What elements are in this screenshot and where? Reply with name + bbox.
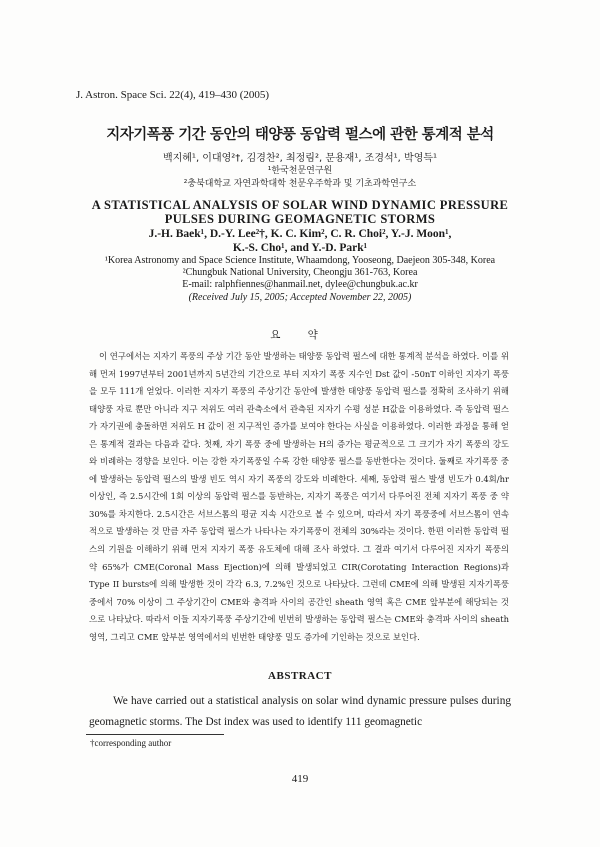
english-title-line-2: PULSES DURING GEOMAGNETIC STORMS — [164, 212, 436, 226]
abstract-paragraph: We have carried out a statistical analysis on solar wind dynamic pressure pulses during geomagnetic storms. The Dst index was used to identify 111 geomagnetic — [89, 695, 511, 728]
footnote-rule — [86, 734, 224, 735]
abstract-heading: ABSTRACT — [268, 670, 332, 682]
page-number: 419 — [291, 773, 309, 785]
korean-abstract-body — [89, 348, 509, 646]
english-affiliation-2: ²Chungbuk National University, Cheongju 361-763, Korea — [182, 267, 418, 278]
korean-authors: 백지혜¹, 이대영²†, 김경찬², 최정림², 문용재¹, 조경석¹, 박영득¹ — [162, 153, 438, 164]
korean-affiliation-1: ¹한국천문연구원 — [267, 166, 333, 176]
korean-affiliation-2: ²충북대학교 자연과학대학 천문우주학과 및 기초과학연구소 — [183, 179, 417, 189]
abstract-body — [89, 691, 511, 733]
english-authors-line-1: J.-H. Baek¹, D.-Y. Lee²†, K. C. Kim², C. R. Choi², Y.-J. Moon¹, — [148, 228, 452, 240]
journal-citation: J. Astron. Space Sci. 22(4), 419–430 (2005) — [76, 89, 270, 101]
korean-title: 지자기폭풍 기간 동안의 태양풍 동압력 펄스에 관한 통계적 분석 — [106, 127, 494, 143]
english-affiliation-1: ¹Korea Astronomy and Space Science Institute, Whaamdong, Yooseong, Daejeon 305-348, Korea — [104, 255, 496, 266]
footnote: †corresponding author — [90, 738, 172, 748]
korean-abstract-heading: 요 약 — [270, 329, 330, 341]
english-title-line-1: A STATISTICAL ANALYSIS OF SOLAR WIND DYNAMIC PRESSURE — [91, 198, 509, 212]
english-authors-line-2: K.-S. Cho¹, and Y.-D. Park¹ — [232, 242, 368, 254]
received-dates: (Received July 15, 2005; Accepted November 22, 2005) — [188, 292, 412, 303]
korean-abstract-paragraph: 이 연구에서는 지자기 폭풍의 주상 기간 동안 발생하는 태양풍 동압력 펄스에 대한 통계적 분석을 하였다. 이를 위해 먼저 1997년부터 2001년까지 5년간의 기간으로 부터 지자기 폭풍 지수인 Dst 값이 -50nT 이하인 지자기 폭풍을 모두 111개 얻었다. 이러한 지자기 폭풍의 주상기간 동안에 발생한 태양풍 동압력 펄스를 정확히 조사하기 위해 태양풍 자료 뿐만 아니라 지구 저위도 여러 관측소에서 관측된 지자기 수평 성분 H값을 이용하였다. 즉 동압력 펄스가 자기권에 충돌하면 저위도 H 값이 전 지구적인 증가를 보여야 한다는 사실을 이용하였다. 이러한 과정을 통해 얻은 통계적 결과는 다음과 같다. 첫째, 자기 폭풍 중에 발생하는 H의 증가는 평균적으로 그 크기가 자기 폭풍의 강도와 비례하는 경향을 보인다. 이는 강한 자기폭풍일 수록 강한 태양풍 펄스를 동반한다는 것이다. 둘째로 자기폭풍 중에 발생하는 동압력 펄스의 발생 빈도 역시 자기 폭풍의 강도와 비례한다. 세째, 동압력 펄스 발생 빈도가 0.4회/hr 이상인, 즉 2.5시간에 1회 이상의 동압력 펄스를 동반하는, 지자기 폭풍은 여기서 다루어진 전체 지자기 폭풍 중 약 30%를 차지한다. 2.5시간은 서브스톰의 평균 지속 시간으로 볼 수 있으며, 따라서 자기 폭풍중에 서브스톰이 연속적으로 발생하는 것 만큼 자주 동압력 펄스가 나타나는 자기폭풍이 전체의 30%라는 것이다. 한편 이러한 동압력 펄스의 기원을 이해하기 위해 먼저 지자기 폭풍 유도체에 대해 조사 하였다. 그 결과 여기서 다루어진 지자기 폭풍의 약 65%가 CME(Coronal Mass Ejection)에 의해 발생되었고 CIR(Corotating Interaction Regions)과 Type II bursts에 의해 발생한 것이 각각 6.3, 7.2%인 것으로 나타났다. 그런데 CME에 의해 발생된 지자기폭풍 중에서 70% 이상이 그 주상기간이 CME와 충격파 사이의 공간인 sheath 영역 혹은 CME 앞부분에 해당되는 것으로 나타났다. 따라서 이들 지자기폭풍 주상기간에 빈번히 발생하는 동압력 펄스는 CME와 충격파 사이의 sheath 영역, 그리고 CME 앞부분 영역에서의 빈번한 태양풍 밀도 증가에 기인하는 것으로 보인다. — [89, 351, 509, 642]
contact-email: E-mail: ralphfiennes@hanmail.net, dylee@chungbuk.ac.kr — [182, 279, 418, 290]
